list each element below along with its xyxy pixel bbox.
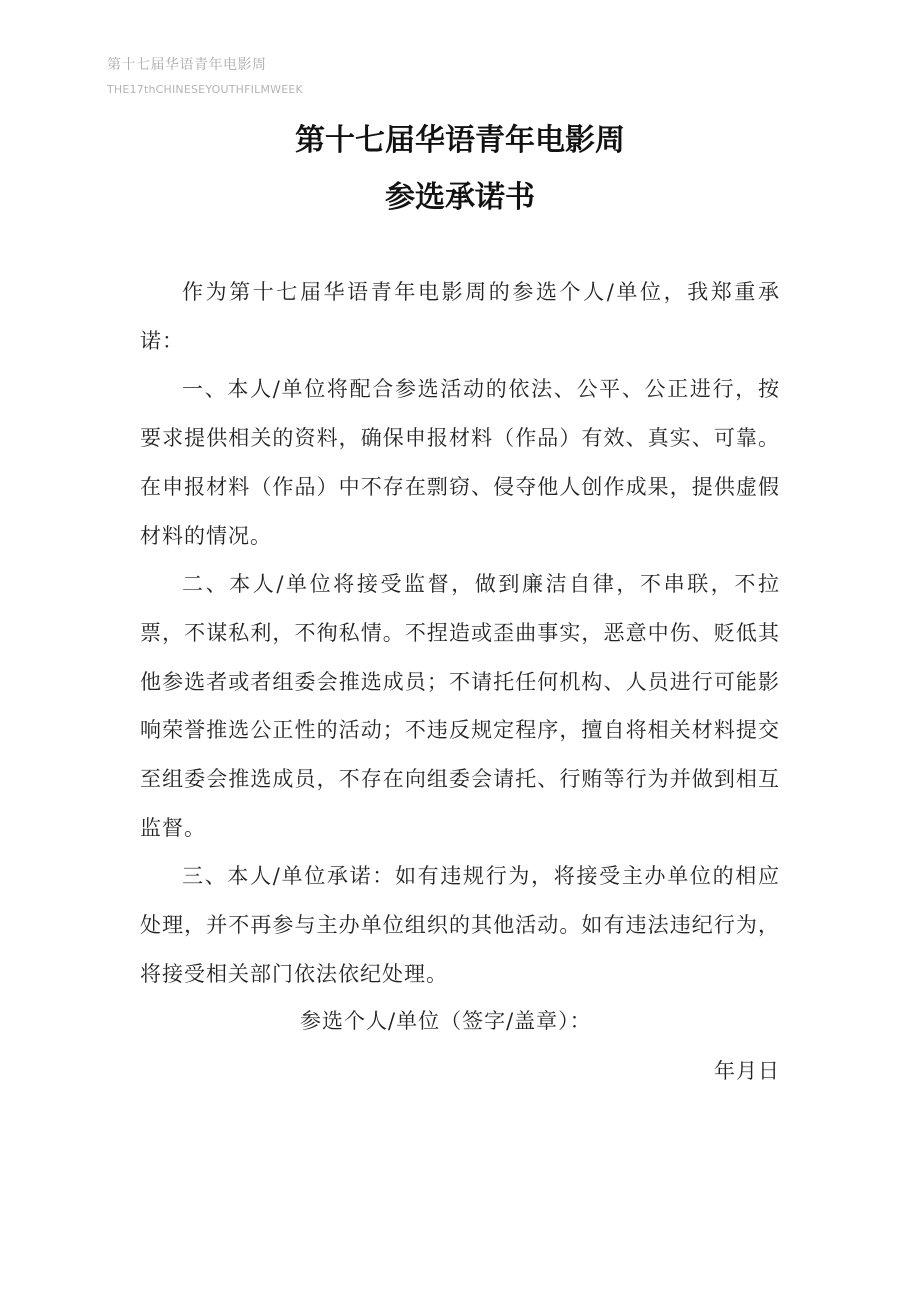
document-subtitle: 参选承诺书 (385, 180, 535, 215)
header-title-en: THE17thCHINESEYOUTHFILMWEEK (107, 83, 303, 96)
intro-paragraph: 作为第十七届华语青年电影周的参选个人/单位，我郑重承诺： (140, 280, 780, 353)
date-line: 年月日 (714, 1059, 780, 1083)
document-title: 第十七届华语青年电影周 (295, 123, 625, 158)
pledge-item-2: 二、本人/单位将接受监督，做到廉洁自律，不串联，不拉票，不谋私利，不徇私情。不捏造或歪曲事实，恶意中伤、贬低其他参选者或者组委会推选成员；不请托任何机构、人员进行可能影响荣誉推选公正性的活动；不违反规定程序，擅自将相关材料提交至组委会推选成员，不存在向组委会请托、行贿等行为并做到相互监督。 (140, 572, 780, 840)
header-title-cn: 第十七届华语青年电影周 (107, 57, 267, 73)
pledge-item-1: 一、本人/单位将配合参选活动的依法、公平、公正进行，按要求提供相关的资料，确保申报材料（作品）有效、真实、可靠。在申报材料（作品）中不存在剽窃、侵夺他人创作成果，提供虚假材料的情况。 (140, 377, 780, 548)
document-body (140, 268, 780, 999)
pledge-item-3: 三、本人/单位承诺：如有违规行为，将接受主办单位的相应处理，并不再参与主办单位组织的其他活动。如有违法违纪行为，将接受相关部门依法依纪处理。 (140, 864, 780, 986)
signature-line: 参选个人/单位（签字/盖章）： (300, 1009, 592, 1033)
